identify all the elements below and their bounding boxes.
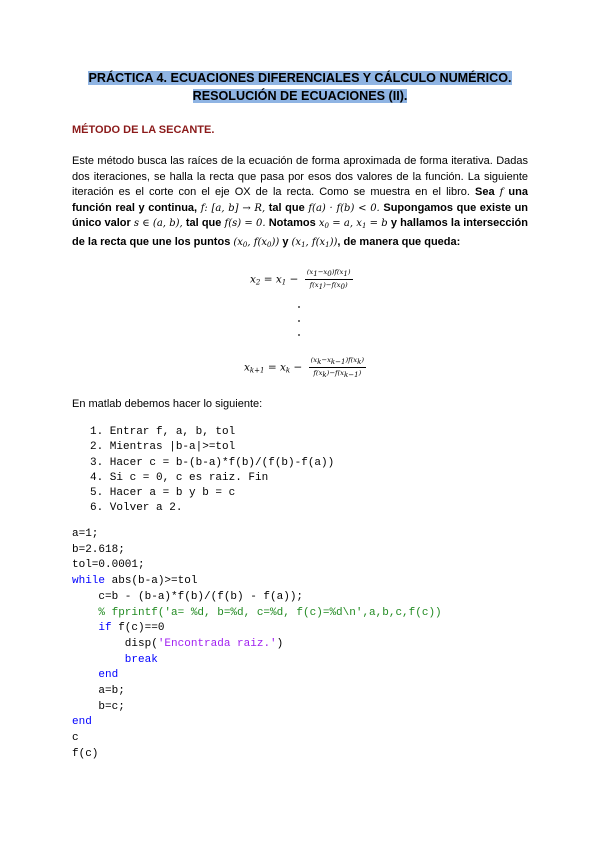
code-line: break bbox=[72, 653, 158, 666]
ellipsis-dot bbox=[298, 320, 300, 322]
code-block bbox=[72, 527, 442, 763]
list-item: 5. Hacer a = b y b = c bbox=[90, 487, 236, 500]
title-line-1: PRÁCTICA 4. ECUACIONES DIFERENCIALES Y CÁLCULO NUMÉRICO. bbox=[88, 71, 512, 85]
code-line: end bbox=[72, 669, 119, 682]
formula-xk1: $x_{k+1} = x_k$ − $\frac{(xk-xk-1)f(xk)}{f(xk)-f(xk-1)}$ bbox=[244, 356, 365, 379]
code-line: end bbox=[72, 716, 92, 729]
algorithm-steps bbox=[90, 425, 334, 517]
list-item: 6. Volver a 2. bbox=[90, 502, 183, 515]
code-line: while abs(b-a)>=tol bbox=[72, 575, 198, 588]
code-line: c bbox=[72, 732, 79, 745]
x0-x1-notation: $x_0 = a$, $x_1 = b$ bbox=[318, 218, 388, 231]
list-item: 2. Mientras |b-a|>=tol bbox=[90, 441, 236, 454]
code-line: tol=0.0001; bbox=[72, 559, 145, 572]
list-item: 1. Entrar f, a, b, tol bbox=[90, 426, 236, 438]
intro-paragraph: Este método busca las raíces de la ecuación de forma aproximada de forma iterativa. Dadas dos iteraciones, se halla la recta que pasa por esos dos valores de la función. La siguiente iteración es el corte con el eje OX de la recta. Como se muestra en el libro. Sea f una función real y continua, f: [a, b] → R, tal que f(a) · f(b) < 0. Supongamos que existe un único valor s ∈ (a, b), tal que f(s) = 0. Notamos $x_0 = a$, $x_1 = b$ y hallamos la intersección de la recta que une los puntos ($x_0$, $f(x_0)$) y ($x_1$, $f(x_1)$), de manera que queda: bbox=[72, 155, 529, 249]
code-line: b=2.618; bbox=[72, 543, 125, 556]
point-2: ($x_1$, $f(x_1)$) bbox=[291, 236, 338, 249]
code-line: f(c) bbox=[72, 747, 99, 760]
section-heading: MÉTODO DE LA SECANTE. bbox=[72, 124, 215, 136]
code-line: a=1; bbox=[72, 528, 99, 540]
code-line: b=c; bbox=[72, 700, 125, 713]
code-line: a=b; bbox=[72, 685, 125, 698]
matlab-intro: En matlab debemos hacer lo siguiente: bbox=[72, 398, 263, 410]
code-line: % fprintf('a= %d, b=%d, c=%d, f(c)=%d\n',a,b,c,f(c)) bbox=[72, 606, 442, 619]
list-item: 3. Hacer c = b-(b-a)*f(b)/(f(b)-f(a)) bbox=[90, 456, 335, 469]
list-item: 4. Si c = 0, c es raiz. Fin bbox=[90, 471, 269, 484]
ellipsis-dot bbox=[298, 334, 300, 336]
code-line: disp('Encontrada raiz.') bbox=[72, 637, 284, 650]
title-line-2: RESOLUCIÓN DE ECUACIONES (II). bbox=[192, 89, 408, 103]
page-title bbox=[0, 69, 600, 105]
code-line: if f(c)==0 bbox=[72, 622, 165, 635]
code-line: c=b - (b-a)*f(b)/(f(b) - f(a)); bbox=[72, 590, 304, 603]
formula-x2: $x_2 = x_1$ − $\frac{(x1-x0)f(x1)}{f(x1)-f(x0)}$ bbox=[250, 268, 351, 291]
ellipsis-dot bbox=[298, 306, 300, 308]
point-1: ($x_0$, $f(x_0)$) bbox=[233, 236, 280, 249]
